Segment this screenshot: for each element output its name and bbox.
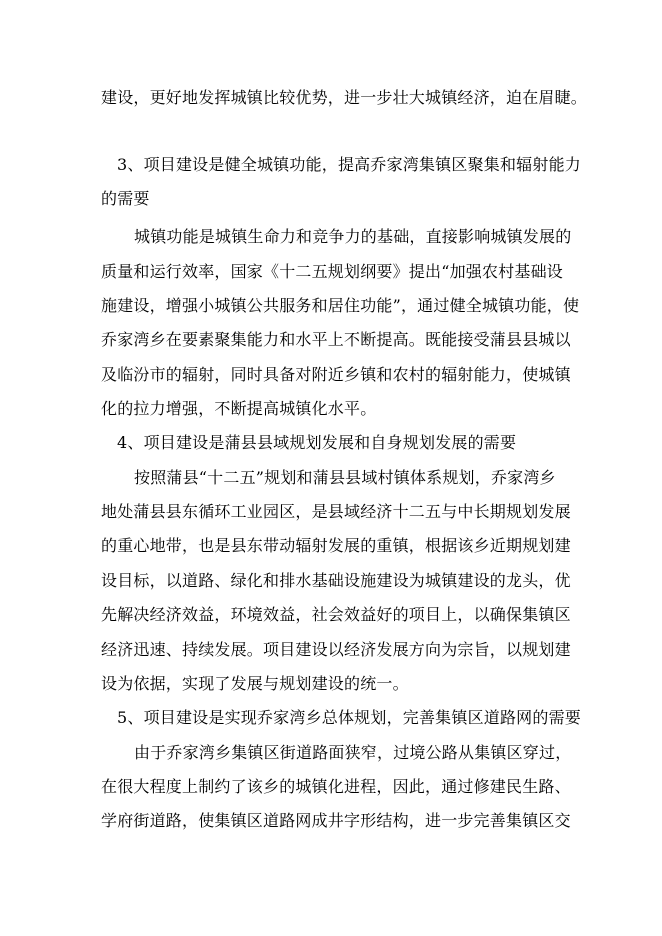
- paragraph-line: 学府街道路，使集镇区道路网成井字形结构，进一步完善集镇区交: [101, 811, 571, 830]
- paragraph-line: 经济迅速、持续发展。项目建设以经济发展方向为宗旨，以规划建: [101, 640, 571, 659]
- paragraph-line: 及临汾市的辐射，同时具备对附近乡镇和农村的辐射能力，使城镇: [101, 365, 571, 384]
- paragraph-line: 乔家湾乡在要素聚集能力和水平上不断提高。既能接受蒲县县城以: [101, 330, 571, 349]
- paragraph-line: 化的拉力增强，不断提高城镇化水平。: [101, 399, 377, 418]
- paragraph-line: 质量和运行效率，国家《十二五规划纲要》提出“加强农村基础设: [101, 262, 563, 281]
- paragraph-line: 城镇功能是城镇生命力和竞争力的基础，直接影响城镇发展的: [134, 227, 572, 246]
- paragraph-line: 设为依据，实现了发展与规划建设的统一。: [101, 674, 409, 693]
- paragraph-line: 的重心地带，也是县东带动辐射发展的重镇，根据该乡近期规划建: [101, 536, 571, 555]
- section-heading-5: 5、项目建设是实现乔家湾乡总体规划，完善集镇区道路网的需要: [117, 708, 581, 727]
- paragraph-line: 在很大程度上制约了该乡的城镇化进程，因此，通过修建民生路、: [101, 777, 571, 796]
- paragraph-line: 由于乔家湾乡集镇区街道路面狭窄，过境公路从集镇区穿过，: [134, 743, 572, 762]
- paragraph-line: 先解决经济效益，环境效益，社会效益好的项目上，以确保集镇区: [101, 605, 571, 624]
- paragraph-line: 设目标，以道路、绿化和排水基础设施建设为城镇建设的龙头，优: [101, 571, 571, 590]
- paragraph-line: 施建设，增强小城镇公共服务和居住功能”，通过健全城镇功能，使: [101, 296, 580, 315]
- paragraph-line: 建设，更好地发挥城镇比较优势，进一步壮大城镇经济，迫在眉睫。: [101, 88, 588, 107]
- section-heading-3: 3、项目建设是健全城镇功能，提高乔家湾集镇区聚集和辐射能力: [117, 155, 581, 174]
- paragraph-line: 地处蒲县县东循环工业园区，是县域经济十二五与中长期规划发展: [101, 502, 571, 521]
- section-heading-3-cont: 的需要: [101, 189, 150, 208]
- paragraph-line: 按照蒲县“十二五”规划和蒲县县域村镇体系规划，乔家湾乡: [134, 468, 556, 487]
- section-heading-4: 4、项目建设是蒲县县域规划发展和自身规划发展的需要: [117, 433, 517, 452]
